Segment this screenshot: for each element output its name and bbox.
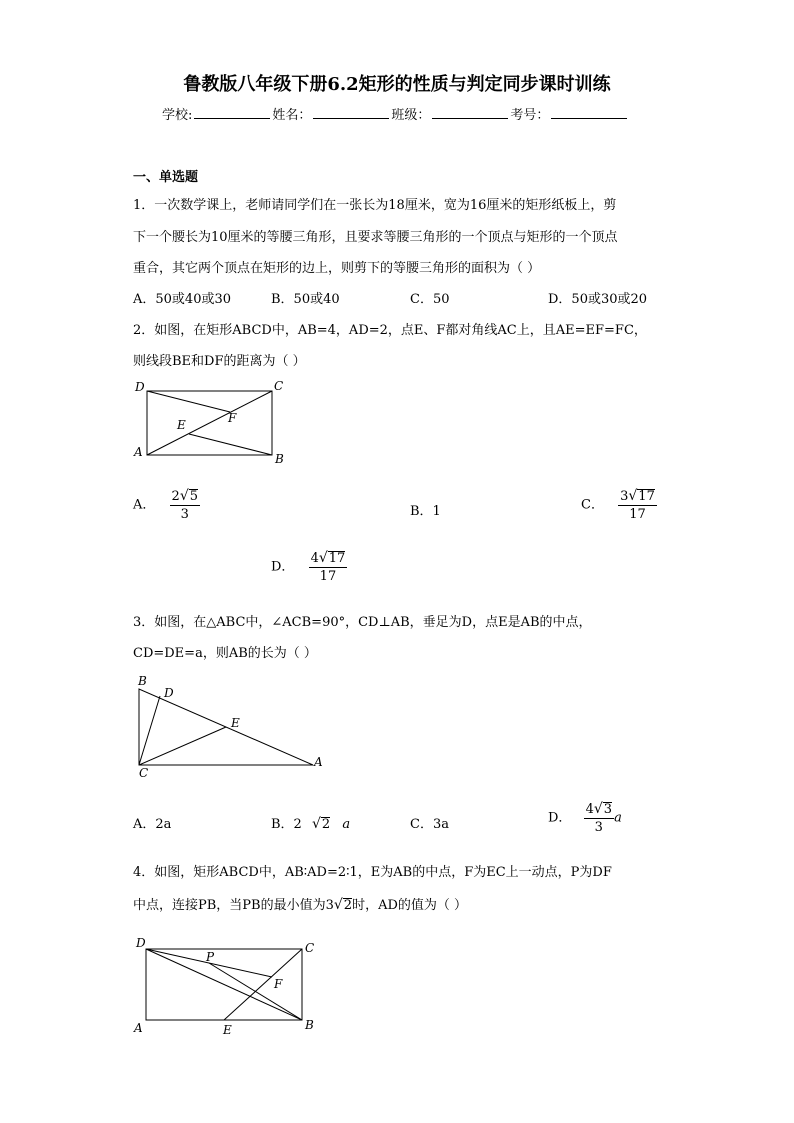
q3-b-radicand: 2 <box>321 817 331 832</box>
q4-segment-pb <box>209 963 302 1020</box>
q3-label-d: D <box>164 686 174 700</box>
q2-option-d[interactable] <box>271 550 347 584</box>
q4-line1: 4．如图，矩形ABCD中，AB∶AD=2∶1，E为AB的中点，F为EC上一动点，P为DF <box>133 865 612 880</box>
q2-c-radicand: 17 <box>638 489 655 504</box>
q4-label-d: D <box>136 936 146 950</box>
q2-option-c-fraction: $\frac{3√17}{17}$ <box>620 488 655 522</box>
q4-line2-start: 中点，连接PB，当PB的最小值为3 <box>133 898 334 913</box>
q2-d-radicand: 17 <box>328 551 346 566</box>
q3-b-letter: B．2 <box>271 817 302 832</box>
q2-option-d-fraction: $\frac{4√17}{17}$ <box>310 550 346 584</box>
q2-label-a: A <box>134 445 143 459</box>
q4-label-f: F <box>274 977 283 991</box>
q3-line1: 3．如图，在△ABC中，∠ACB=90°，CD⊥AB，垂足为D，点E是AB的中点， <box>133 615 592 630</box>
q2-a-radicand: 5 <box>189 489 199 504</box>
q2-option-c-letter: C． <box>581 497 604 513</box>
q2-label-f: F <box>228 411 237 425</box>
q2-option-c[interactable] <box>581 488 657 522</box>
q2-option-d-letter: D． <box>271 559 295 575</box>
exam-no-blank[interactable] <box>551 108 627 119</box>
q3-d-letter: D． <box>548 810 572 826</box>
school-label: 学校: <box>162 108 193 123</box>
q1-line1: 1．一次数学课上，老师请同学们在一张长为18厘米，宽为16厘米的矩形纸板上，剪 <box>133 198 617 213</box>
q2-label-d: D <box>135 380 145 394</box>
name-label: 姓名： <box>272 108 312 123</box>
q2-d-denominator: 17 <box>319 569 337 584</box>
q4-label-a: A <box>134 1021 143 1035</box>
page-title: 鲁教版八年级下册6.2矩形的性质与判定同步课时训练 <box>183 74 611 95</box>
q1-option-b[interactable]: B．50或40 <box>271 292 340 307</box>
q2-label-b: B <box>275 452 284 466</box>
info-line <box>162 104 629 123</box>
q3-d-coef: 4 <box>585 802 594 817</box>
q3-d-radicand: 3 <box>603 802 613 817</box>
exam-no-label: 考号： <box>510 108 550 123</box>
q2-diagonal-ac <box>147 391 272 455</box>
q1-option-a[interactable]: A．50或40或30 <box>133 292 232 307</box>
q1-option-c[interactable]: C．50 <box>410 292 450 307</box>
q3-option-c[interactable]: C．3a <box>410 817 449 832</box>
q2-option-a-fraction: $\frac{2√5}{3}$ <box>171 488 199 522</box>
q3-d-variable: a <box>614 810 622 826</box>
q1-line3: 重合，其它两个顶点在矩形的边上，则剪下的等腰三角形的面积为（ ） <box>133 261 541 276</box>
q3-line2: CD=DE=a，则AB的长为（ ） <box>133 646 317 661</box>
class-blank[interactable] <box>432 108 508 119</box>
name-blank[interactable] <box>313 108 389 119</box>
q3-segment-cd <box>139 696 160 765</box>
class-label: 班级： <box>391 108 431 123</box>
q2-d-coef: 4 <box>310 551 319 566</box>
school-blank[interactable] <box>194 108 270 119</box>
q3-label-a: A <box>314 755 323 769</box>
q2-figure <box>128 375 298 470</box>
q3-label-b: B <box>138 674 147 688</box>
q3-b-variable: a <box>342 817 351 832</box>
q1-option-d[interactable]: D．50或30或20 <box>548 292 648 307</box>
q2-segment-be <box>189 434 272 455</box>
q4-label-c: C <box>305 941 315 955</box>
q2-a-coef: 2 <box>171 489 180 504</box>
q4-line2: 中点，连接PB，当PB的最小值为3√2时，AD的值为（ ） <box>133 897 468 913</box>
q2-segment-df <box>147 391 230 412</box>
q3-d-denominator: 3 <box>594 820 603 835</box>
q2-a-denominator: 3 <box>180 507 189 522</box>
q2-line2: 则线段BE和DF的距离为（ ） <box>133 354 306 369</box>
section-heading: 一、单选题 <box>133 170 199 185</box>
q4-line2-radicand: 2 <box>343 898 353 913</box>
q2-option-a-letter: A． <box>133 497 156 513</box>
q4-segment-ec <box>224 949 302 1020</box>
q3-segment-ce <box>139 727 226 765</box>
q3-option-a[interactable]: A．2a <box>133 817 172 832</box>
q3-label-c: C <box>139 766 149 780</box>
q2-line1: 2．如图，在矩形ABCD中，AB=4，AD=2，点E、F都对角线AC上，且AE=EF=FC， <box>133 323 647 338</box>
q3-option-d-fraction: $\frac{4√3}{3}$ <box>585 801 613 835</box>
q4-label-e: E <box>223 1023 232 1037</box>
q3-label-e: E <box>231 716 240 730</box>
q4-label-b: B <box>305 1018 314 1032</box>
q3-option-b[interactable]: B．2 √2 a <box>271 816 351 832</box>
q1-line2: 下一个腰长为10厘米的等腰三角形，且要求等腰三角形的一个顶点与矩形的一个顶点 <box>133 230 618 245</box>
q2-c-denominator: 17 <box>629 507 646 522</box>
q2-label-e: E <box>177 418 186 432</box>
q4-label-p: P <box>206 950 215 964</box>
q3-figure <box>128 670 333 782</box>
q2-label-c: C <box>274 379 284 393</box>
q4-figure <box>128 930 328 1040</box>
q4-line2-end: 时，AD的值为（ ） <box>352 898 468 913</box>
q2-option-b[interactable]: B．1 <box>410 504 441 519</box>
q3-option-d[interactable] <box>548 801 622 835</box>
q2-c-coef: 3 <box>620 489 629 504</box>
q2-option-a[interactable] <box>133 488 200 522</box>
